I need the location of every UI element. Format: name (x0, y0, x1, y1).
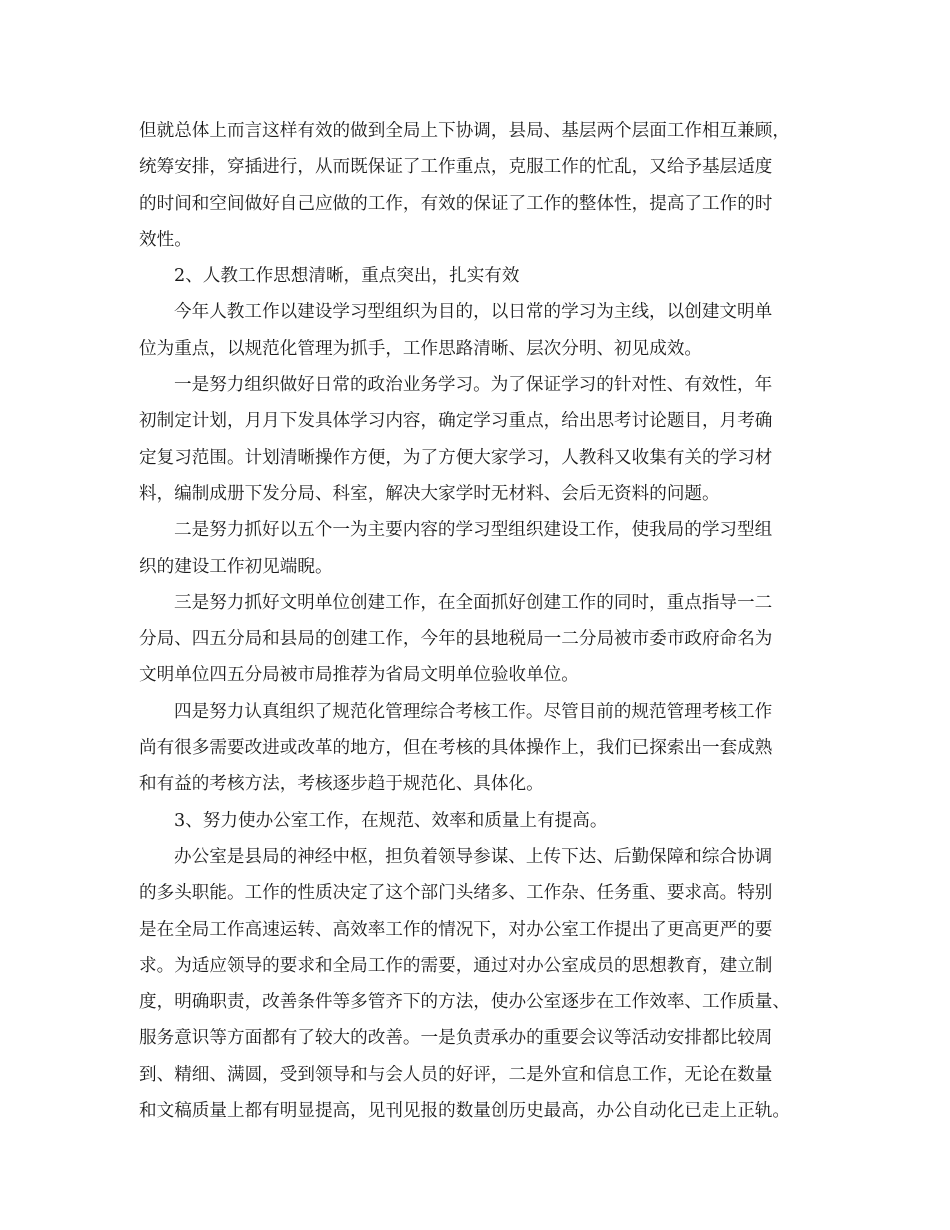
text-line: 今年人教工作以建设学习型组织为目的，以日常的学习为主线，以创建文明单 (174, 302, 773, 323)
text-line: 织的建设工作初见端睨。 (139, 556, 333, 577)
text-line: 到、精细、满圆，受到领导和与会人员的好评，二是外宣和信息工作，无论在数量 (139, 1064, 773, 1085)
document-body (139, 113, 829, 1129)
text-line: 度，明确职责，改善条件等多管齐下的方法，使办公室逐步在工作效率、工作质量、 (139, 992, 790, 1013)
text-line: 文明单位四五分局被市局推荐为省局文明单位验收单位。 (139, 665, 579, 686)
text-line: 和文稿质量上都有明显提高，见刊见报的数量创历史最高，办公自动化已走上正轨。 (139, 1101, 790, 1122)
text-line: 但就总体上而言这样有效的做到全局上下协调，县局、基层两个层面工作相互兼顾， (139, 121, 790, 141)
text-line: 四是努力认真组织了规范化管理综合考核工作。尽管目前的规范管理考核工作 (174, 701, 773, 722)
text-line: 3、努力使办公室工作，在规范、效率和质量上有提高。 (174, 810, 608, 831)
text-line: 三是努力抓好文明单位创建工作，在全面抓好创建工作的同时，重点指导一二 (174, 592, 773, 613)
text-line: 和有益的考核方法，考核逐步趋于规范化、具体化。 (139, 774, 544, 795)
text-line: 2、人教工作思想清晰，重点突出，扎实有效 (174, 266, 520, 287)
text-line: 位为重点，以规范化管理为抓手，工作思路清晰、层次分明、初见成效。 (139, 338, 703, 359)
text-line: 一是努力组织做好日常的政治业务学习。为了保证学习的针对性、有效性，年 (174, 375, 773, 396)
text-line: 料，编制成册下发分局、科室，解决大家学时无材料、会后无资料的问题。 (139, 483, 720, 504)
text-line: 定复习范围。计划清晰操作方便，为了方便大家学习，人教科又收集有关的学习材 (139, 447, 773, 468)
text-line: 求。为适应领导的要求和全局工作的需要，通过对办公室成员的思想教育，建立制 (139, 955, 773, 976)
text-line: 效性。 (139, 229, 192, 250)
text-line: 的多头职能。工作的性质决定了这个部门头绪多、工作杂、任务重、要求高。特别 (139, 883, 773, 904)
text-line: 二是努力抓好以五个一为主要内容的学习型组织建设工作，使我局的学习型组 (174, 520, 773, 541)
text-line: 是在全局工作高速运转、高效率工作的情况下，对办公室工作提出了更高更严的要 (139, 919, 773, 940)
text-line: 统筹安排，穿插进行，从而既保证了工作重点，克服工作的忙乱，又给予基层适度 (139, 157, 773, 178)
text-line: 服务意识等方面都有了较大的改善。一是负责承办的重要会议等活动安排都比较周 (139, 1028, 773, 1049)
text-line: 尚有很多需要改进或改革的地方，但在考核的具体操作上，我们已探索出一套成熟 (139, 738, 773, 759)
text-line: 初制定计划，月月下发具体学习内容，确定学习重点，给出思考讨论题目，月考确 (139, 411, 773, 432)
text-line: 办公室是县局的神经中枢，担负着领导参谋、上传下达、后勤保障和综合协调 (174, 846, 773, 867)
text-line: 分局、四五分局和县局的创建工作，今年的县地税局一二分局被市委市政府命名为 (139, 629, 773, 650)
text-line: 的时间和空间做好自己应做的工作，有效的保证了工作的整体性，提高了工作的时 (139, 193, 773, 214)
